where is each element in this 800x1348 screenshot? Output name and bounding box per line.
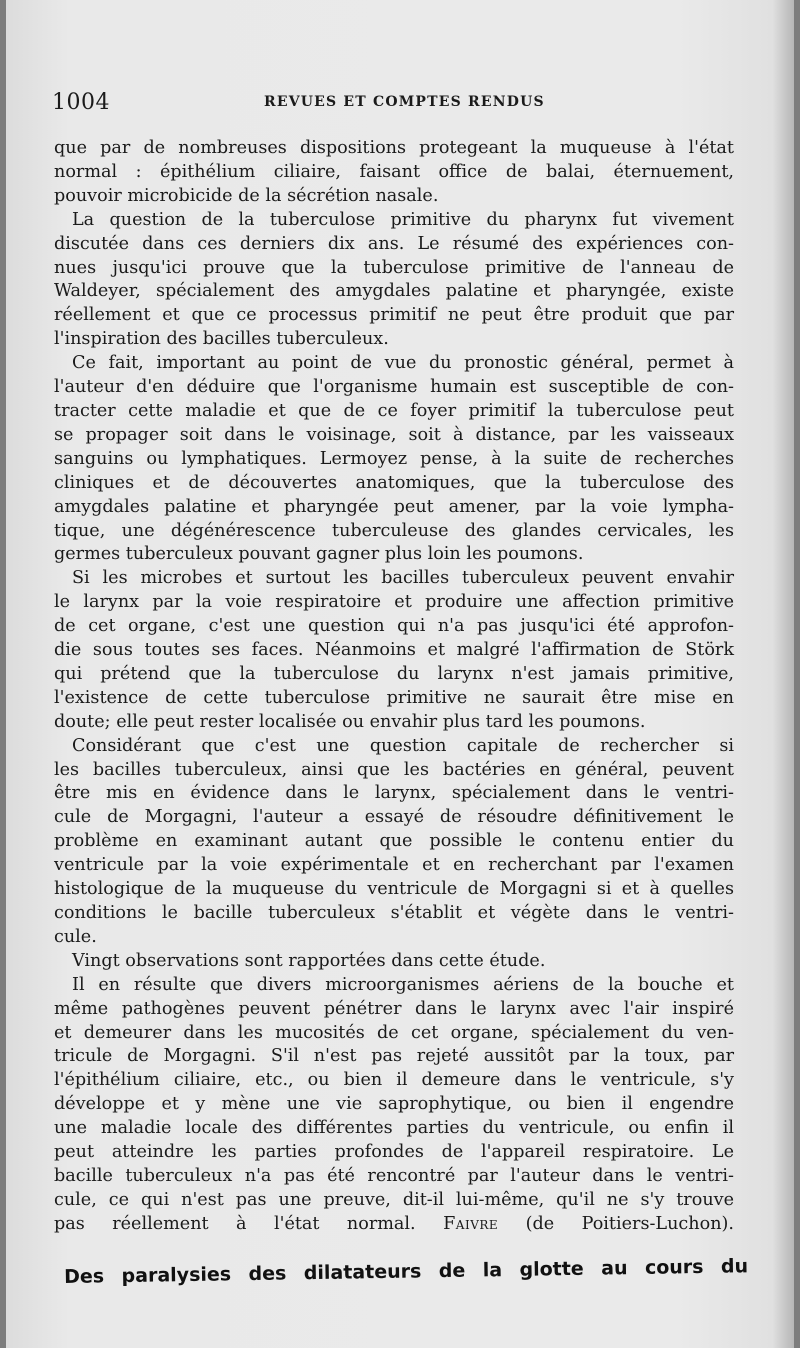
text-line: nues jusqu'ici prouve que la tuberculose primitive de l'anneau de <box>54 257 734 278</box>
text-line: problème en examinant autant que possible le contenu entier du <box>54 831 734 852</box>
text-line: discutée dans ces derniers dix ans. Le résumé des expériences con- <box>54 233 734 254</box>
signature-author: Faivre <box>443 1213 499 1234</box>
text-line: tricule de Morgagni. S'il n'est pas rejeté aussitôt par la toux, par <box>54 1046 734 1067</box>
text-line: tracter cette maladie et que de ce foyer primitif la tuberculose peut <box>54 400 734 421</box>
text-line: cule. <box>54 926 97 947</box>
text-line: Considérant que c'est une question capitale de rechercher si <box>72 735 734 756</box>
page-header <box>52 90 752 120</box>
text-line: l'auteur d'en déduire que l'organisme humain est susceptible de con- <box>54 377 734 398</box>
text-line: cliniques et de découvertes anatomiques, que la tuberculose des <box>54 472 734 493</box>
text-line: le larynx par la voie respiratoire et produire une affection primitive <box>54 592 734 613</box>
text-line: conditions le bacille tuberculeux s'établit et végète dans le ventri- <box>54 903 734 923</box>
text-line: die sous toutes ses faces. Néanmoins et malgré l'affirmation de Störk <box>54 640 734 661</box>
text-line: réellement et que ce processus primitif ne peut être produit que par <box>54 305 734 326</box>
text-line: peut atteindre les parties profondes de l'appareil respiratoire. Le <box>54 1142 734 1163</box>
text-line: les bacilles tuberculeux, ainsi que les bactéries en général, peuvent <box>54 759 734 780</box>
text-line: germes tuberculeux pouvant gagner plus loin les poumons. <box>54 544 584 565</box>
text-line: sanguins ou lymphatiques. Lermoyez pense, à la suite de recherches <box>54 448 734 469</box>
text-line: et demeurer dans les mucosités de cet organe, spécialement du ven- <box>54 1022 734 1043</box>
text-line: histologique de la muqueuse du ventricule de Morgagni si et à quelles <box>54 879 734 900</box>
text-line: normal : épithélium ciliaire, faisant office de balai, éternuement, <box>54 161 734 182</box>
text-line: ventricule par la voie expérimentale et en recherchant par l'examen <box>54 855 734 876</box>
text-line: Il en résulte que divers microorganismes aériens de la bouche et <box>72 974 734 995</box>
text-line: même pathogènes peuvent pénétrer dans le larynx avec l'air inspiré <box>54 998 734 1019</box>
text-line: doute; elle peut rester localisée ou envahir plus tard les poumons. <box>54 711 646 732</box>
text-line: l'inspiration des bacilles tuberculeux. <box>54 329 389 350</box>
text-line: l'épithélium ciliaire, etc., ou bien il demeure dans le ventricule, s'y <box>54 1070 734 1091</box>
page-gutter-shadow <box>772 0 794 1348</box>
text-line: que par de nombreuses dispositions protegeant la muqueuse à l'état <box>54 138 734 158</box>
page-number: 1004 <box>52 90 110 115</box>
text-line: développe et y mène une vie saprophytique, ou bien il engendre <box>54 1094 734 1115</box>
running-head: REVUES ET COMPTES RENDUS <box>264 94 545 110</box>
signature-text: pas réellement à l'état normal. <box>54 1213 416 1234</box>
text-line: Waldeyer, spécialement des amygdales palatine et pharyngée, existe <box>54 281 734 302</box>
text-line: Ce fait, important au point de vue du pronostic général, permet à <box>72 353 734 374</box>
text-line: tique, une dégénérescence tuberculeuse des glandes cervicales, les <box>54 520 734 541</box>
text-line: de cet organe, c'est une question qui n'a pas jusqu'ici été approfon- <box>54 616 734 637</box>
text-line: Vingt observations sont rapportées dans cette étude. <box>72 950 546 971</box>
text-line: pouvoir microbicide de la sécrétion nasale. <box>54 185 439 206</box>
text-line: cule de Morgagni, l'auteur a essayé de résoudre définitivement le <box>54 807 734 828</box>
text-line: être mis en évidence dans le larynx, spécialement dans le ventri- <box>54 783 734 804</box>
text-line: Si les microbes et surtout les bacilles tuberculeux peuvent envahir <box>72 568 734 589</box>
text-line: une maladie locale des différentes parties du ventricule, ou enfin il <box>54 1118 734 1139</box>
text-line: se propager soit dans le voisinage, soit à distance, par les vaisseaux <box>54 424 734 445</box>
text-line: La question de la tuberculose primitive du pharynx fut vivement <box>72 209 734 230</box>
signature-line <box>54 1213 734 1237</box>
section-heading: Des paralysies des dilatateurs de la glotte au cours du <box>64 1255 749 1288</box>
text-line: amygdales palatine et pharyngée peut amener, par la voie lympha- <box>54 496 734 517</box>
text-line: qui prétend que la tuberculose du larynx n'est jamais primitive, <box>54 663 734 684</box>
book-page <box>6 0 794 1348</box>
body-text <box>54 137 734 1237</box>
signature-location: (de Poitiers-Luchon). <box>525 1213 734 1234</box>
text-line: bacille tuberculeux n'a pas été rencontré par l'auteur dans le ventri- <box>54 1165 734 1186</box>
text-line: l'existence de cette tuberculose primitive ne saurait être mise en <box>54 687 734 708</box>
text-line: cule, ce qui n'est pas une preuve, dit-il lui-même, qu'il ne s'y trouve <box>54 1189 734 1210</box>
